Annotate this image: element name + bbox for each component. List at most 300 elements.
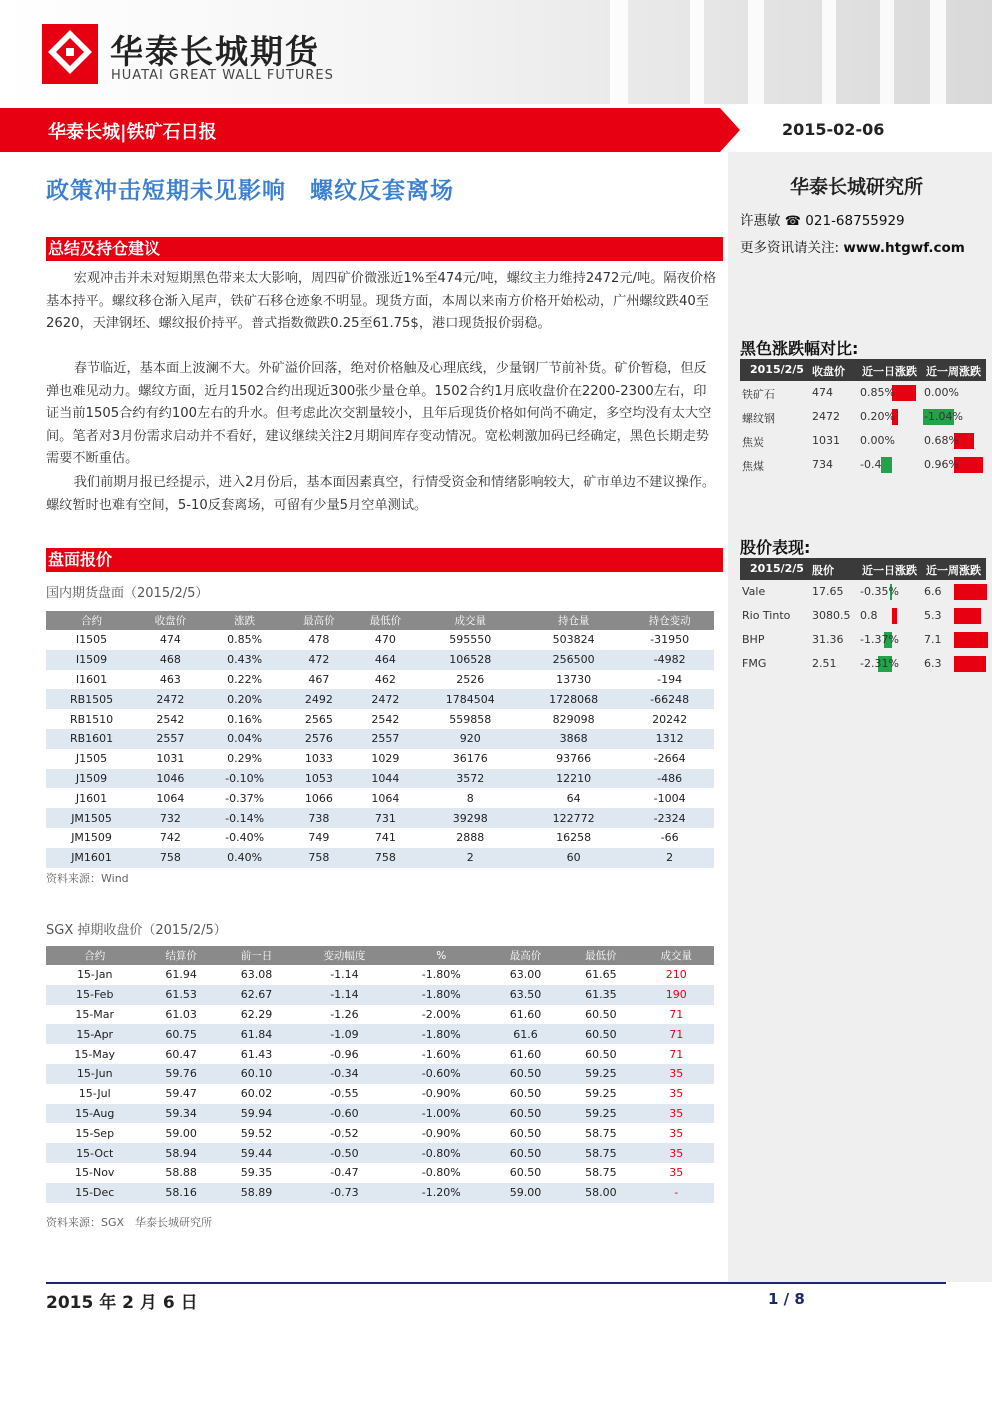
table-cell: 464 <box>352 650 418 670</box>
table-cell: 15-Oct <box>46 1143 143 1163</box>
more-info-label: 更多资讯请关注: <box>740 240 840 256</box>
table-cell: 2472 <box>137 689 203 709</box>
table-cell: -2.00% <box>421 1007 461 1021</box>
side-table-row <box>740 453 986 477</box>
column-header: 前一日 <box>219 946 294 965</box>
column-header: 结算价 <box>143 946 218 965</box>
table-cell: 749 <box>308 831 330 845</box>
table-cell: 503824 <box>552 633 595 647</box>
table-cell: -194 <box>657 672 683 686</box>
table-cell: 60.50 <box>585 1007 617 1021</box>
column-header: 最低价 <box>563 946 638 965</box>
table-cell: 60.50 <box>585 1047 617 1061</box>
table-cell: 2542 <box>156 712 185 726</box>
table-cell: 2526 <box>456 672 485 686</box>
table-cell: 61.94 <box>165 968 197 982</box>
stocks-table <box>740 558 986 676</box>
column-header: 股价 <box>812 564 834 577</box>
table-cell: 59.47 <box>165 1087 197 1101</box>
table-cell: 63.00 <box>509 968 542 982</box>
column-header: 近一周涨跌 <box>926 365 981 378</box>
table-cell: 758 <box>352 848 418 868</box>
week-change-bar <box>954 632 988 648</box>
sgx-swap-table <box>46 946 714 1203</box>
table-cell: -0.14% <box>204 808 286 828</box>
page-number: 1 / 8 <box>768 1290 805 1308</box>
week-change-bar <box>954 584 987 600</box>
table-row <box>46 1084 714 1104</box>
side-cell-name: 螺纹钢 <box>742 412 775 425</box>
table-cell: 61.53 <box>143 985 218 1005</box>
side-cell-close: 734 <box>812 458 833 471</box>
column-header: 近一日涨跌 <box>862 365 917 378</box>
black-compare-table <box>740 359 986 477</box>
phone-icon: ☎ <box>784 214 801 229</box>
column-header: 收盘价 <box>137 611 203 630</box>
table-cell: RB1505 <box>46 689 137 709</box>
table-cell: 58.89 <box>219 1183 294 1203</box>
table-row <box>46 1024 714 1044</box>
side-cell-name: FMG <box>742 657 767 670</box>
table-cell: 829098 <box>552 712 595 726</box>
footer-date: 2015 年 2 月 6 日 <box>46 1293 198 1313</box>
side-cell-week: 5.3 <box>924 609 942 622</box>
table-cell: 0.04% <box>204 729 286 749</box>
table-cell: 3868 <box>522 729 625 749</box>
table-cell: 59.76 <box>143 1064 218 1084</box>
table-cell: 1053 <box>286 769 352 789</box>
table-cell: 71 <box>639 1024 714 1044</box>
table-cell: 60.75 <box>143 1024 218 1044</box>
table-cell: 2557 <box>352 729 418 749</box>
side-cell-close: 17.65 <box>812 585 844 598</box>
side-table-row <box>740 580 986 604</box>
table-cell: J1601 <box>75 791 108 805</box>
side-cell-week: 0.96% <box>924 458 959 471</box>
table-cell: -0.50 <box>294 1143 395 1163</box>
side-cell-day: 0.20% <box>860 410 895 423</box>
table-cell: 1066 <box>304 791 333 805</box>
more-info <box>740 236 965 256</box>
table-cell: I1505 <box>75 633 108 647</box>
table-cell: 60.50 <box>488 1143 563 1163</box>
table-cell: 15-Nov <box>75 1166 115 1180</box>
table-row <box>46 630 714 650</box>
side-cell-day: -0.4 <box>860 458 882 471</box>
table-cell: 61.35 <box>563 985 638 1005</box>
analyst-phone: 021-68755929 <box>805 213 905 229</box>
side-cell-day: 0.8 <box>860 609 878 622</box>
table-cell: 62.29 <box>240 1007 273 1021</box>
domestic-futures-table <box>46 611 714 868</box>
table-cell: 472 <box>286 650 352 670</box>
table-cell: 62.67 <box>219 985 294 1005</box>
week-change-bar <box>954 656 986 672</box>
table-cell: 59.34 <box>143 1104 218 1124</box>
table-cell: -1.00% <box>395 1104 488 1124</box>
table-cell: 463 <box>159 672 181 686</box>
table-cell: -0.55 <box>330 1087 359 1101</box>
table-cell: 60.50 <box>509 1126 542 1140</box>
side-cell-week: 0.68% <box>924 434 959 447</box>
table-cell: 59.25 <box>563 1104 638 1124</box>
table-cell: 15-Dec <box>46 1183 143 1203</box>
table-cell: 58.75 <box>563 1143 638 1163</box>
table-cell: 60.50 <box>488 1104 563 1124</box>
table-cell: - <box>639 1183 714 1203</box>
table-cell: 59.94 <box>219 1104 294 1124</box>
side-cell-name: BHP <box>742 633 765 646</box>
table-cell: 61.84 <box>219 1024 294 1044</box>
table-cell: 64 <box>566 791 581 805</box>
table-cell: 0.43% <box>204 650 286 670</box>
report-banner <box>0 108 992 152</box>
table-cell: 59.00 <box>165 1126 197 1140</box>
table-cell: 58.16 <box>143 1183 218 1203</box>
table-cell: 16258 <box>556 831 592 845</box>
table-row <box>46 965 714 985</box>
table-row <box>46 709 714 729</box>
table-cell: -486 <box>625 769 714 789</box>
table-cell: -4982 <box>625 650 714 670</box>
table-cell: RB1510 <box>69 712 114 726</box>
table-cell: 0.29% <box>227 752 263 766</box>
table-cell: -0.10% <box>204 769 286 789</box>
table-cell: 0.40% <box>204 848 286 868</box>
table-cell: -0.60% <box>395 1064 488 1084</box>
table-cell: 0.22% <box>227 672 263 686</box>
table-cell: 61.60 <box>509 1007 542 1021</box>
table-cell: -1004 <box>653 791 686 805</box>
table-cell: 59.35 <box>240 1166 273 1180</box>
table-cell: 1033 <box>304 752 333 766</box>
day-change-bar <box>892 608 897 624</box>
table-row <box>46 1123 714 1143</box>
table-cell: 63.50 <box>488 985 563 1005</box>
table-cell: 13730 <box>556 672 592 686</box>
section-market-heading: 盘面报价 <box>46 548 723 572</box>
logo-text-en: HUATAI GREAT WALL FUTURES <box>111 68 334 83</box>
table-cell: -0.90% <box>421 1087 461 1101</box>
table-cell: 470 <box>374 633 396 647</box>
column-header: 收盘价 <box>812 365 845 378</box>
company-logo-icon <box>42 24 98 84</box>
table-cell: 256500 <box>522 650 625 670</box>
side-cell-day: 0.85% <box>860 386 895 399</box>
table-cell: 60.47 <box>165 1047 197 1061</box>
summary-paragraph: 宏观冲击并未对短期黑色带来太大影响，周四矿价微涨近1%至474元/吨，螺纹主力维持2472元/吨。隔夜价格基本持平。螺纹移仓渐入尾声，铁矿石移仓迹象不明显。现货方面，本周以来南方价格开始松动，广州螺纹跌40至2620，天津钢坯、螺纹报价持平。普式指数微跌0.25至61.75$，港口现货报价弱稳。 <box>46 271 717 331</box>
side-cell-name: Rio Tinto <box>742 609 791 622</box>
table-cell: 58.75 <box>585 1126 617 1140</box>
column-header: 2015/2/5 <box>750 363 804 376</box>
table-row <box>46 1183 714 1203</box>
side-cell-close: 1031 <box>812 434 840 447</box>
table-cell: -0.96 <box>330 1047 359 1061</box>
side-cell-name: 焦炭 <box>742 436 764 449</box>
table-cell: 15-Feb <box>46 985 143 1005</box>
column-header: 最低价 <box>352 611 418 630</box>
table-cell: 58.88 <box>165 1166 197 1180</box>
table-row <box>46 828 714 848</box>
report-date: 2015-02-06 <box>782 120 885 139</box>
table-cell: 732 <box>137 808 203 828</box>
table-cell: 2576 <box>286 729 352 749</box>
side-cell-week: 6.6 <box>924 585 942 598</box>
table-cell: -0.34 <box>294 1064 395 1084</box>
table-cell: -0.40% <box>225 831 265 845</box>
summary-paragraph: 春节临近，基本面上波澜不大。外矿溢价回落，绝对价格触及心理底线，少量钢厂节前补货。矿价暂稳，但反弹也难见动力。螺纹方面，近月1502合约出现近300张少量仓单。1502合约1月底收盘价在2200-2300左右，印证当前1505合约有约100左右的升水。但考虑此次交割量较小，且年后现货价格如何尚不确定，多空均没有太大空间。笔者对3月份需求启动并不看好，建议继续关注2月期间库存变动情况。宽松刺激加码已经确定，黑色长期走势需要不断重估。 <box>46 361 712 466</box>
table-cell: 15-Jul <box>78 1087 111 1101</box>
table-cell: -1.80% <box>421 968 461 982</box>
table-cell: 462 <box>374 672 396 686</box>
side-cell-name: 焦煤 <box>742 460 764 473</box>
table-cell: 210 <box>665 968 687 982</box>
table-cell: 595550 <box>449 633 492 647</box>
table-cell: JM1505 <box>46 808 137 828</box>
table-cell: 58.00 <box>563 1183 638 1203</box>
table-cell: 60.50 <box>509 1087 542 1101</box>
table-cell: -0.73 <box>294 1183 395 1203</box>
day-change-bar <box>881 457 892 473</box>
side-cell-day: -2.31% <box>860 657 899 670</box>
table-row <box>46 670 714 690</box>
table-row <box>46 788 714 808</box>
column-header: 2015/2/5 <box>750 562 804 575</box>
table-cell: 63.08 <box>240 968 273 982</box>
table-cell: 468 <box>137 650 203 670</box>
side-table-row <box>740 604 986 628</box>
side-cell-week: 7.1 <box>924 633 942 646</box>
table-cell: 3572 <box>419 769 522 789</box>
table-cell: 731 <box>352 808 418 828</box>
table-cell: 20242 <box>652 712 688 726</box>
table-cell: -0.60 <box>294 1104 395 1124</box>
side-table-header <box>740 558 986 580</box>
table-cell: -0.80% <box>395 1143 488 1163</box>
table-cell: 59.25 <box>585 1087 617 1101</box>
table-cell: 8 <box>466 791 474 805</box>
institute-name: 华泰长城研究所 <box>790 176 924 198</box>
table-cell: -31950 <box>650 633 690 647</box>
table-cell: 61.6 <box>488 1024 563 1044</box>
domestic-source: 资料来源：Wind <box>46 872 129 885</box>
column-header: 成交量 <box>419 611 522 630</box>
logo-text-cn: 华泰长城期货 <box>110 32 320 71</box>
table-cell: 61.65 <box>585 968 617 982</box>
column-header: 合约 <box>46 946 143 965</box>
table-cell: 467 <box>308 672 330 686</box>
table-cell: 39298 <box>419 808 522 828</box>
side-cell-close: 3080.5 <box>812 609 851 622</box>
table-cell: 15-Sep <box>75 1126 115 1140</box>
table-row <box>46 1163 714 1183</box>
side-table-header <box>740 359 986 381</box>
table-cell: I1601 <box>75 672 108 686</box>
sgx-table-caption: SGX 掉期收盘价（2015/2/5） <box>46 923 227 938</box>
column-header: 最高价 <box>286 611 352 630</box>
table-cell: -0.80% <box>421 1166 461 1180</box>
report-type-title: 华泰长城|铁矿石日报 <box>48 122 217 143</box>
page-header <box>0 0 992 104</box>
table-cell: 2492 <box>286 689 352 709</box>
table-cell: -0.52 <box>330 1126 359 1140</box>
table-row <box>46 749 714 769</box>
table-cell: 15-Apr <box>46 1024 143 1044</box>
table-cell: -2664 <box>653 752 686 766</box>
table-cell: 1031 <box>156 752 185 766</box>
table-cell: 15-Jun <box>46 1064 143 1084</box>
domestic-table-caption: 国内期货盘面（2015/2/5） <box>46 586 209 601</box>
table-cell: 60.02 <box>240 1087 273 1101</box>
table-cell: 1312 <box>625 729 714 749</box>
table-cell: RB1601 <box>46 729 137 749</box>
side-table-row <box>740 429 986 453</box>
table-row <box>46 1143 714 1163</box>
table-cell: 15-Aug <box>46 1104 143 1124</box>
table-cell: -0.37% <box>225 791 265 805</box>
stocks-heading: 股价表现: <box>740 538 811 557</box>
table-cell: J1509 <box>46 769 137 789</box>
table-row <box>46 729 714 749</box>
table-cell: 1064 <box>371 791 400 805</box>
table-cell: 59.25 <box>563 1064 638 1084</box>
table-cell: 2 <box>625 848 714 868</box>
side-cell-day: -0.35% <box>860 585 899 598</box>
table-cell: 12210 <box>522 769 625 789</box>
side-cell-week: -1.04% <box>924 410 963 423</box>
side-cell-name: 铁矿石 <box>742 388 775 401</box>
table-row <box>46 848 714 868</box>
side-table-row <box>740 628 986 652</box>
table-cell: 1046 <box>137 769 203 789</box>
table-cell: 59.44 <box>219 1143 294 1163</box>
table-cell: 35 <box>639 1143 714 1163</box>
sgx-source: 资料来源：SGX 华泰长城研究所 <box>46 1216 213 1229</box>
table-cell: 2472 <box>352 689 418 709</box>
table-cell: 59.00 <box>488 1183 563 1203</box>
table-cell: -1.20% <box>395 1183 488 1203</box>
table-cell: I1509 <box>46 650 137 670</box>
column-header: 最高价 <box>488 946 563 965</box>
table-cell: 35 <box>669 1166 684 1180</box>
side-cell-day: -1.37% <box>860 633 899 646</box>
footer-divider <box>46 1282 946 1284</box>
table-cell: 15-Mar <box>75 1007 115 1021</box>
table-cell: 2888 <box>456 831 485 845</box>
table-cell: 58.94 <box>143 1143 218 1163</box>
table-cell: -66248 <box>625 689 714 709</box>
table-cell: 190 <box>639 985 714 1005</box>
analyst-name: 许惠敏 <box>740 213 781 229</box>
column-header: 变动幅度 <box>294 946 395 965</box>
table-cell: 738 <box>286 808 352 828</box>
column-header: 成交量 <box>639 946 714 965</box>
table-cell: J1505 <box>75 752 108 766</box>
table-cell: 59.52 <box>240 1126 273 1140</box>
table-row <box>46 650 714 670</box>
table-cell: -1.14 <box>294 985 395 1005</box>
table-cell: 2 <box>419 848 522 868</box>
table-cell: 61.43 <box>240 1047 273 1061</box>
website-link[interactable]: www.htgwf.com <box>843 240 965 256</box>
side-cell-close: 31.36 <box>812 633 844 646</box>
table-cell: 1029 <box>371 752 400 766</box>
side-table-row <box>740 405 986 429</box>
table-row <box>46 808 714 828</box>
table-cell: -1.09 <box>294 1024 395 1044</box>
table-cell: -2324 <box>625 808 714 828</box>
table-cell: 1064 <box>156 791 185 805</box>
table-cell: 741 <box>374 831 396 845</box>
table-row <box>46 985 714 1005</box>
side-cell-close: 474 <box>812 386 833 399</box>
table-cell: 1044 <box>352 769 418 789</box>
table-cell: 1728068 <box>522 689 625 709</box>
table-cell: -66 <box>660 831 679 845</box>
table-cell: 2542 <box>371 712 400 726</box>
table-cell: 0.20% <box>204 689 286 709</box>
right-sidebar <box>728 152 992 1282</box>
table-cell: 1784504 <box>419 689 522 709</box>
table-cell: 60 <box>522 848 625 868</box>
table-cell: 2565 <box>304 712 333 726</box>
table-cell: 36176 <box>452 752 488 766</box>
column-header: 涨跌 <box>204 611 286 630</box>
table-row <box>46 689 714 709</box>
table-cell: 2557 <box>137 729 203 749</box>
side-table-row <box>740 381 986 405</box>
side-table-row <box>740 652 986 676</box>
week-change-bar <box>954 608 981 624</box>
table-cell: 71 <box>669 1047 684 1061</box>
table-cell: 60.50 <box>563 1024 638 1044</box>
table-cell: -0.47 <box>330 1166 359 1180</box>
section-summary-heading: 总结及持仓建议 <box>46 237 723 261</box>
table-cell: 61.03 <box>165 1007 197 1021</box>
table-cell: 58.75 <box>585 1166 617 1180</box>
column-header: % <box>395 946 488 965</box>
table-row <box>46 1044 714 1064</box>
table-cell: 35 <box>669 1126 684 1140</box>
table-cell: 15-May <box>74 1047 116 1061</box>
side-cell-day: 0.00% <box>860 434 895 447</box>
table-cell: -1.14 <box>330 968 359 982</box>
column-header: 合约 <box>46 611 137 630</box>
table-cell: 0.85% <box>227 633 263 647</box>
side-cell-name: Vale <box>742 585 766 598</box>
summary-paragraph: 我们前期月报已经提示，进入2月份后，基本面因素真空，行情受资金和情绪影响较大，矿市单边不建议操作。螺纹暂时也难有空间，5-10反套离场，可留有少量5月空单测试。 <box>46 475 716 513</box>
table-cell: 122772 <box>522 808 625 828</box>
column-header: 持仓变动 <box>625 611 714 630</box>
column-header: 近一周涨跌 <box>926 564 981 577</box>
table-cell: 15-Jan <box>76 968 113 982</box>
table-cell: 0.16% <box>227 712 263 726</box>
table-cell: 60.50 <box>488 1064 563 1084</box>
column-header: 持仓量 <box>522 611 625 630</box>
table-cell: 559858 <box>449 712 492 726</box>
table-cell: -1.80% <box>395 1024 488 1044</box>
day-change-bar <box>892 385 916 401</box>
table-cell: -1.60% <box>421 1047 461 1061</box>
table-cell: 35 <box>639 1104 714 1124</box>
table-cell: 758 <box>137 848 203 868</box>
table-cell: 742 <box>159 831 181 845</box>
table-row <box>46 769 714 789</box>
table-cell: 478 <box>308 633 330 647</box>
table-row <box>46 1104 714 1124</box>
table-cell: -1.80% <box>395 985 488 1005</box>
column-header: 近一日涨跌 <box>862 564 917 577</box>
